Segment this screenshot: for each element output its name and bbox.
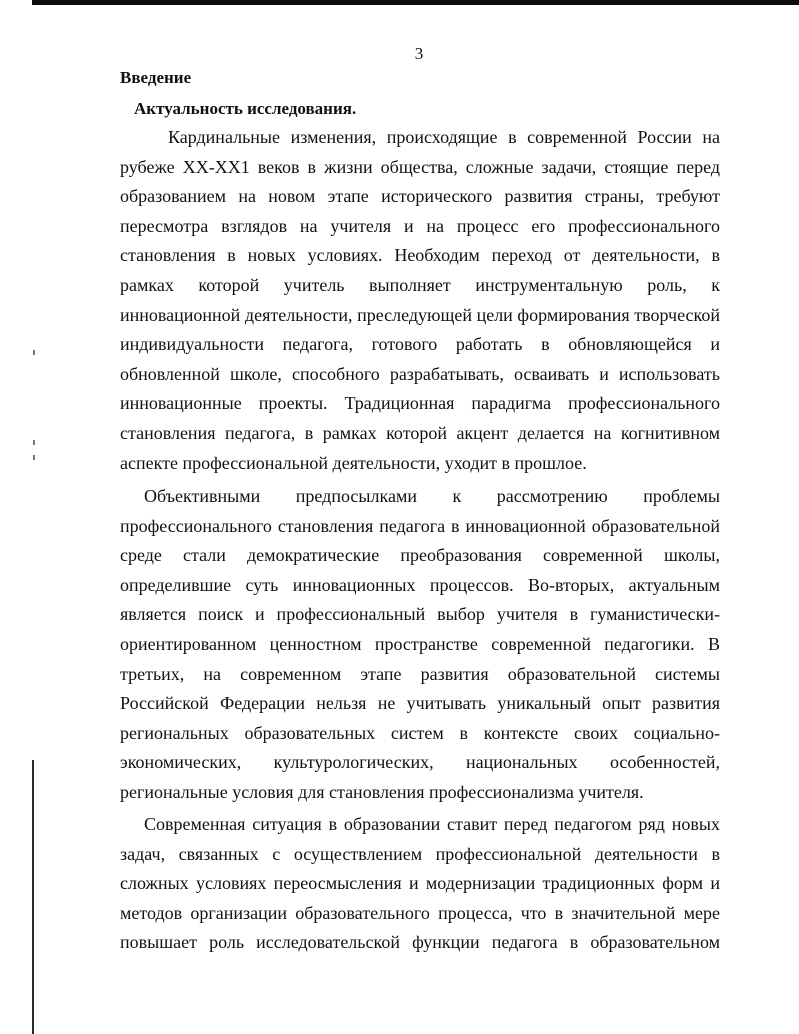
text-line: сложных условиях переосмысления и модернизации традиционных форм и <box>120 873 720 894</box>
text-line: ориентированном ценностном пространстве современной педагогики. В <box>120 633 720 654</box>
section-heading: Введение <box>120 68 192 87</box>
scan-mark <box>33 440 35 445</box>
text-line: становления педагога, в рамках которой акцент делается на когнитивном <box>120 422 720 443</box>
scan-left-edge <box>32 760 34 1034</box>
text-line: региональных образовательных систем в контексте своих социально- <box>120 722 720 743</box>
paragraph-1 <box>120 123 720 478</box>
text-line: повышает роль исследовательской функции педагога в образовательном <box>120 932 720 953</box>
text-line: является поиск и профессиональный выбор учителя в гуманистически- <box>120 604 720 625</box>
text-line: третьих, на современном этапе развития образовательной системы <box>120 663 720 684</box>
subsection-heading: Актуальность исследования. <box>134 99 357 118</box>
text-line: пересмотра взглядов на учителя и на процесс его профессионального <box>120 215 720 236</box>
text-line: становления в новых условиях. Необходим переход от деятельности, в <box>120 245 720 266</box>
text-line: индивидуальности педагога, готового работать в обновляющейся и <box>120 334 720 355</box>
text-line: Российской Федерации нельзя не учитывать уникальный опыт развития <box>120 693 720 714</box>
text-line: Кардинальные изменения, происходящие в современной России на <box>168 127 720 147</box>
text-line: среде стали демократические преобразования современной школы, <box>120 545 720 566</box>
text-line: рубеже XX-XX1 веков в жизни общества, сложные задачи, стоящие перед <box>120 156 720 177</box>
text-line: региональные условия для становления профессионализма учителя. <box>120 781 644 802</box>
text-line: Объективными предпосылками к рассмотрению проблемы <box>144 486 720 506</box>
text-line: Современная ситуация в образовании ставит перед педагогом ряд новых <box>144 814 720 834</box>
text-line: инновационные проекты. Традиционная парадигма профессионального <box>120 393 720 414</box>
text-line: инновационной деятельности, преследующей цели формирования творческой <box>120 304 720 325</box>
text-line: профессионального становления педагога в инновационной образовательной <box>120 515 720 536</box>
text-line: экономических, культурологических, национальных особенностей, <box>120 752 720 773</box>
page-number: 3 <box>414 44 424 63</box>
paragraph-2 <box>120 482 720 808</box>
scan-mark <box>33 455 35 460</box>
scan-mark <box>33 350 35 355</box>
text-line: задач, связанных с осуществлением профессиональной деятельности в <box>120 843 720 864</box>
text-line: определившие суть инновационных процессов. Во-вторых, актуальным <box>120 574 720 595</box>
text-line: аспекте профессиональной деятельности, уходит в прошлое. <box>120 452 587 473</box>
paragraph-3 <box>120 810 720 958</box>
scan-top-border <box>32 0 799 5</box>
text-line: методов организации образовательного процесса, что в значительной мере <box>120 902 720 923</box>
text-line: образованием на новом этапе исторического развития страны, требуют <box>120 186 720 207</box>
text-line: обновленной школе, способного разрабатывать, осваивать и использовать <box>120 363 720 384</box>
text-line: рамках которой учитель выполняет инструментальную роль, к <box>120 274 720 295</box>
